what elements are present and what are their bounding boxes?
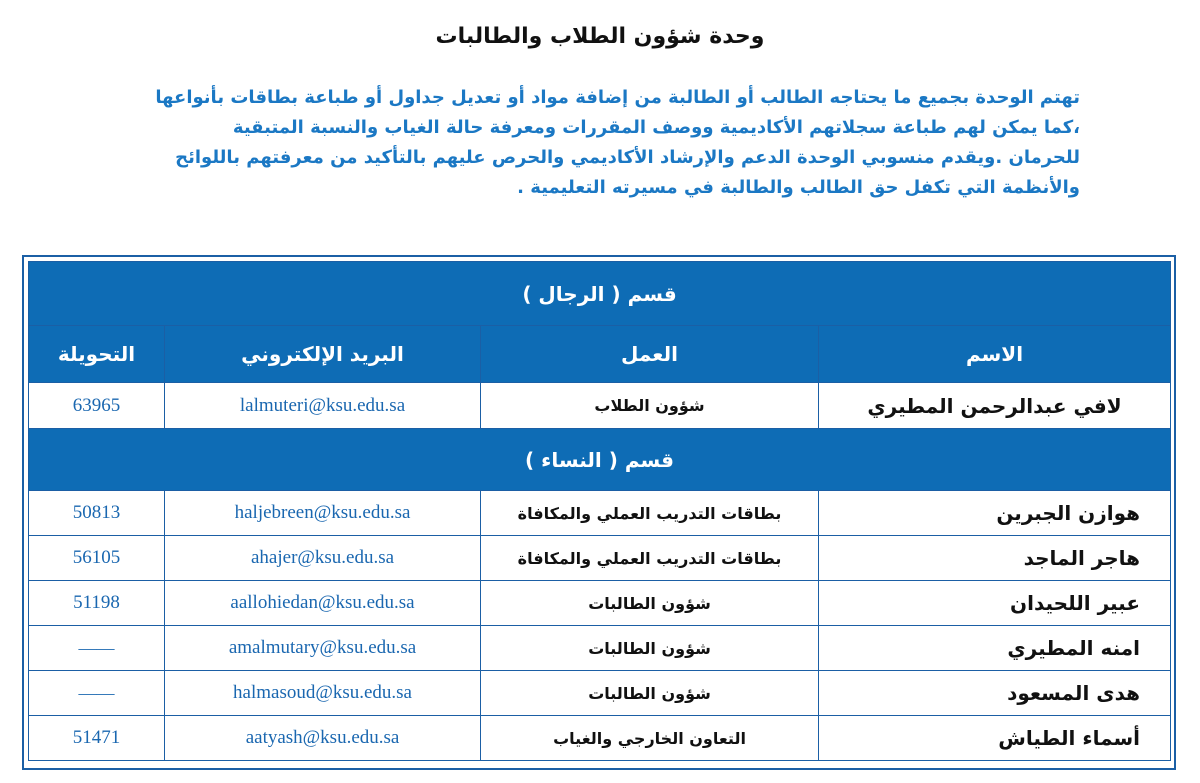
column-header-ext: التحويلة: [29, 326, 165, 383]
staff-work: شؤون الطالبات: [481, 671, 819, 716]
staff-email[interactable]: amalmutary@ksu.edu.sa: [165, 626, 481, 671]
staff-email[interactable]: aallohiedan@ksu.edu.sa: [165, 581, 481, 626]
staff-ext: 50813: [29, 491, 165, 536]
staff-name: لافي عبدالرحمن المطيري: [819, 383, 1171, 429]
staff-email[interactable]: halmasoud@ksu.edu.sa: [165, 671, 481, 716]
staff-work: بطاقات التدريب العملي والمكافاة: [481, 491, 819, 536]
intro-paragraph: [120, 83, 1080, 203]
staff-name: امنه المطيري: [819, 626, 1171, 671]
column-header-email: البريد الإلكتروني: [165, 326, 481, 383]
staff-name: هاجر الماجد: [819, 536, 1171, 581]
table-row: [29, 716, 1171, 761]
staff-work: بطاقات التدريب العملي والمكافاة: [481, 536, 819, 581]
men-section-title: قسم ( الرجال ): [29, 262, 1171, 326]
table-row: [29, 536, 1171, 581]
staff-name: هوازن الجبرين: [819, 491, 1171, 536]
women-section-title: قسم ( النساء ): [29, 429, 1171, 491]
staff-ext: 51471: [29, 716, 165, 761]
staff-ext: ——: [29, 626, 165, 671]
table-row: [29, 491, 1171, 536]
staff-table: [28, 261, 1171, 761]
intro-line: للحرمان .ويقدم منسوبي الوحدة الدعم والإرشاد الأكاديمي والحرص عليهم بالتأكيد من معرفتهم باللوائح: [175, 147, 1080, 168]
page-title: وحدة شؤون الطلاب والطالبات: [435, 24, 765, 49]
staff-work: شؤون الطالبات: [481, 581, 819, 626]
women-section-header: [29, 429, 1171, 491]
column-header-work: العمل: [481, 326, 819, 383]
table-row: [29, 626, 1171, 671]
staff-ext: 56105: [29, 536, 165, 581]
staff-email[interactable]: haljebreen@ksu.edu.sa: [165, 491, 481, 536]
staff-work: شؤون الطلاب: [481, 383, 819, 429]
staff-ext: ——: [29, 671, 165, 716]
intro-line: ،كما يمكن لهم طباعة سجلاتهم الأكاديمية ووصف المقررات ومعرفة حالة الغياب والنسبة المتبقية: [232, 117, 1080, 138]
table-row: [29, 581, 1171, 626]
staff-email[interactable]: ahajer@ksu.edu.sa: [165, 536, 481, 581]
staff-table-frame: [22, 255, 1176, 770]
staff-email[interactable]: aatyash@ksu.edu.sa: [165, 716, 481, 761]
staff-name: عبير اللحيدان: [819, 581, 1171, 626]
staff-work: شؤون الطالبات: [481, 626, 819, 671]
column-header-name: الاسم: [819, 326, 1171, 383]
table-row: [29, 671, 1171, 716]
staff-name: هدى المسعود: [819, 671, 1171, 716]
column-header-row: [29, 326, 1171, 383]
intro-line: والأنظمة التي تكفل حق الطالب والطالبة في مسيرته التعليمية .: [517, 177, 1080, 198]
staff-work: التعاون الخارجي والغياب: [481, 716, 819, 761]
staff-ext: 51198: [29, 581, 165, 626]
staff-name: أسماء الطياش: [819, 716, 1171, 761]
intro-line: تهتم الوحدة بجميع ما يحتاجه الطالب أو الطالبة من إضافة مواد أو تعديل جداول أو طباعة بطاقات بأنواعها: [155, 87, 1080, 108]
staff-ext: 63965: [29, 383, 165, 429]
men-section-header: [29, 262, 1171, 326]
staff-email[interactable]: lalmuteri@ksu.edu.sa: [165, 383, 481, 429]
table-row: [29, 383, 1171, 429]
